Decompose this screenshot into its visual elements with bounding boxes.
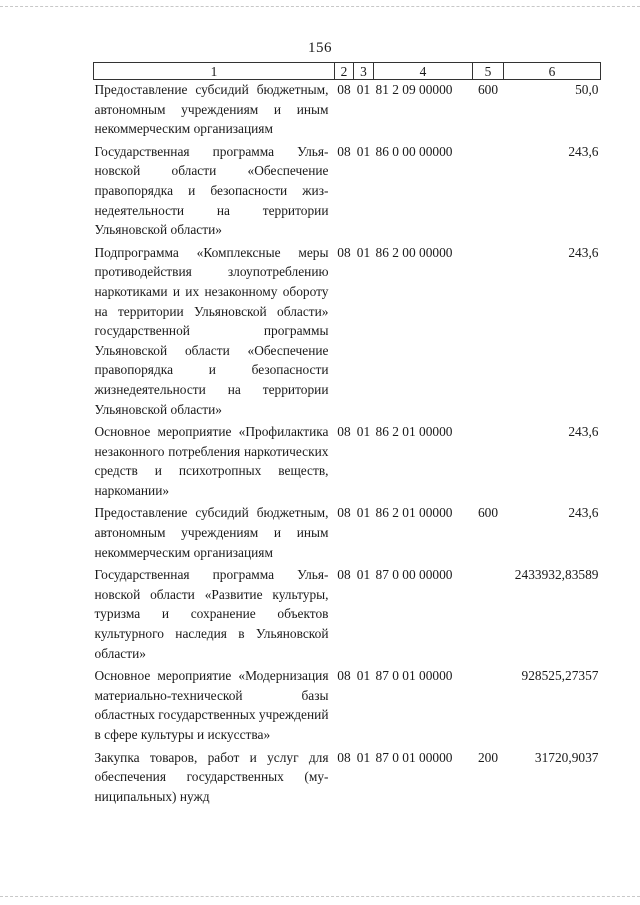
row-subsection: 01	[356, 82, 371, 97]
row-subsection: 01	[356, 244, 371, 260]
row-expense-type	[473, 666, 504, 747]
row-expense-type: 200	[477, 749, 499, 765]
table-row	[94, 748, 601, 810]
row-name: Предоставление субсидий бюджетным, автономным учреждениям и иным некоммерческим организациям	[94, 82, 329, 137]
row-target-article: 87 0 01 00000	[375, 668, 453, 684]
row-section: 08	[337, 82, 351, 97]
table-row	[94, 422, 601, 503]
row-amount: 243,6	[568, 505, 599, 521]
table-row	[94, 80, 601, 142]
row-subsection: 01	[356, 505, 371, 521]
row-section: 08	[337, 505, 351, 521]
row-amount: 50,0	[575, 82, 599, 97]
row-subsection: 01	[356, 424, 371, 440]
row-expense-type	[473, 422, 504, 503]
table-row	[94, 503, 601, 565]
row-section: 08	[337, 244, 351, 260]
row-name: Государственная программа Ульяновской области «Обеспечение правопорядка и безопасности жизнедеятельности на территории Ульяновской области»	[94, 143, 329, 238]
row-amount: 928525,27357	[521, 668, 599, 684]
row-name: Закупка товаров, работ и услуг для обеспечения государственных (муниципальных) нужд	[94, 749, 329, 804]
scan-edge-bottom	[0, 896, 640, 897]
table-row	[94, 243, 601, 422]
row-subsection: 01	[356, 567, 371, 583]
row-expense-type: 600	[477, 82, 499, 97]
table-row	[94, 142, 601, 243]
row-section: 08	[337, 424, 351, 440]
row-amount: 243,6	[568, 424, 599, 440]
row-amount: 243,6	[568, 143, 599, 159]
budget-table	[93, 62, 601, 809]
row-subsection: 01	[356, 668, 371, 684]
row-target-article: 81 2 09 00000	[375, 82, 453, 97]
page-number: 156	[308, 40, 332, 56]
header-col-6: 6	[504, 63, 601, 80]
row-target-article: 86 2 00 00000	[375, 244, 453, 260]
row-section: 08	[337, 143, 351, 159]
header-col-5: 5	[473, 63, 504, 80]
table-row	[94, 666, 601, 747]
header-col-3: 3	[354, 63, 374, 80]
row-name: Подпрограмма «Комплексные меры противодействия злоупотреблению наркотиками и их незаконному обороту на территории Ульяновской области» государственной программы Ульяновской области «Обеспечение правопорядка и безопасности жизнедеятельности на территории Ульяновской области»	[94, 244, 329, 417]
row-expense-type	[473, 142, 504, 243]
row-expense-type: 600	[477, 505, 499, 521]
row-target-article: 87 0 01 00000	[375, 749, 453, 765]
row-section: 08	[337, 668, 351, 684]
row-target-article: 86 2 01 00000	[375, 424, 453, 440]
row-target-article: 86 2 01 00000	[375, 505, 453, 521]
row-target-article: 87 0 00 00000	[375, 567, 453, 583]
row-section: 08	[337, 567, 351, 583]
row-name: Основное мероприятие «Профилактика незаконного потребления наркотических средств и психотропных веществ, наркомании»	[94, 424, 329, 498]
header-col-2: 2	[335, 63, 354, 80]
row-target-article: 86 0 00 00000	[375, 143, 453, 159]
scan-edge-top	[0, 6, 640, 7]
row-name: Предоставление субсидий бюджетным, автономным учреждениям и иным некоммерческим организациям	[94, 505, 329, 560]
row-name: Государственная программа Ульяновской области «Развитие культуры, туризма и сохранение объектов культурного наследия в Ульяновской области»	[94, 567, 329, 661]
header-col-1: 1	[94, 63, 335, 80]
row-name: Основное мероприятие «Модернизация материально-технической базы областных государственных учреждений в сфере культуры и искусства»	[94, 668, 329, 742]
header-col-4: 4	[374, 63, 473, 80]
row-expense-type	[473, 243, 504, 422]
row-section: 08	[337, 749, 351, 765]
row-expense-type	[473, 565, 504, 666]
row-subsection: 01	[356, 143, 371, 159]
row-amount: 31720,9037	[534, 749, 599, 765]
table-header-row	[94, 63, 601, 80]
row-subsection: 01	[356, 749, 371, 765]
row-amount: 243,6	[568, 244, 599, 260]
table-row	[94, 565, 601, 666]
row-amount: 2433932,83589	[514, 567, 599, 583]
